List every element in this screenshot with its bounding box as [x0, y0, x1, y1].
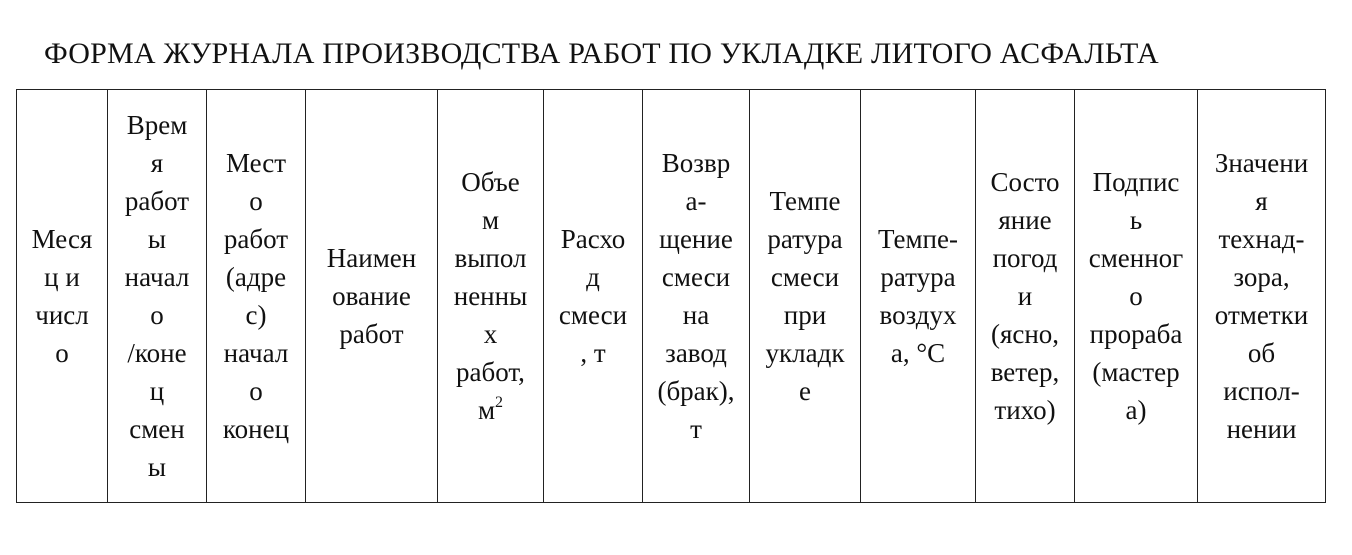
- column-header-mix-return: Возвр а- щение смеси на завод (брак), т: [643, 90, 750, 503]
- column-header-work-volume: [438, 90, 544, 503]
- work-volume-label: Объе м выпол ненны х работ, м: [453, 167, 528, 425]
- header-row: [17, 90, 1326, 503]
- column-header-foreman-signature: Подпис ь сменног о прораба (мастер а): [1075, 90, 1198, 503]
- journal-form-table: [16, 89, 1326, 503]
- column-header-mix-temperature: Темпе ратура смеси при укладк е: [750, 90, 861, 503]
- column-header-work-location: Мест о работ (адре с) начал о конец: [207, 90, 306, 503]
- area-unit-exponent: 2: [495, 394, 504, 411]
- document-title: ФОРМА ЖУРНАЛА ПРОИЗВОДСТВА РАБОТ ПО УКЛАДКЕ ЛИТОГО АСФАЛЬТА: [44, 37, 1159, 70]
- column-header-shift-time: Врем я работ ы начал о /коне ц смен ы: [108, 90, 207, 503]
- column-header-weather: Состо яние погод и (ясно, ветер, тихо): [976, 90, 1075, 503]
- column-header-air-temperature: Темпе- ратура воздух а, °С: [861, 90, 976, 503]
- column-header-mix-consumption: Расхо д смеси , т: [544, 90, 643, 503]
- column-header-work-name: Наимен ование работ: [306, 90, 438, 503]
- column-header-month-day: Меся ц и числ о: [17, 90, 108, 503]
- column-header-supervision-notes: Значени я технад- зора, отметки об испол- нении: [1198, 90, 1326, 503]
